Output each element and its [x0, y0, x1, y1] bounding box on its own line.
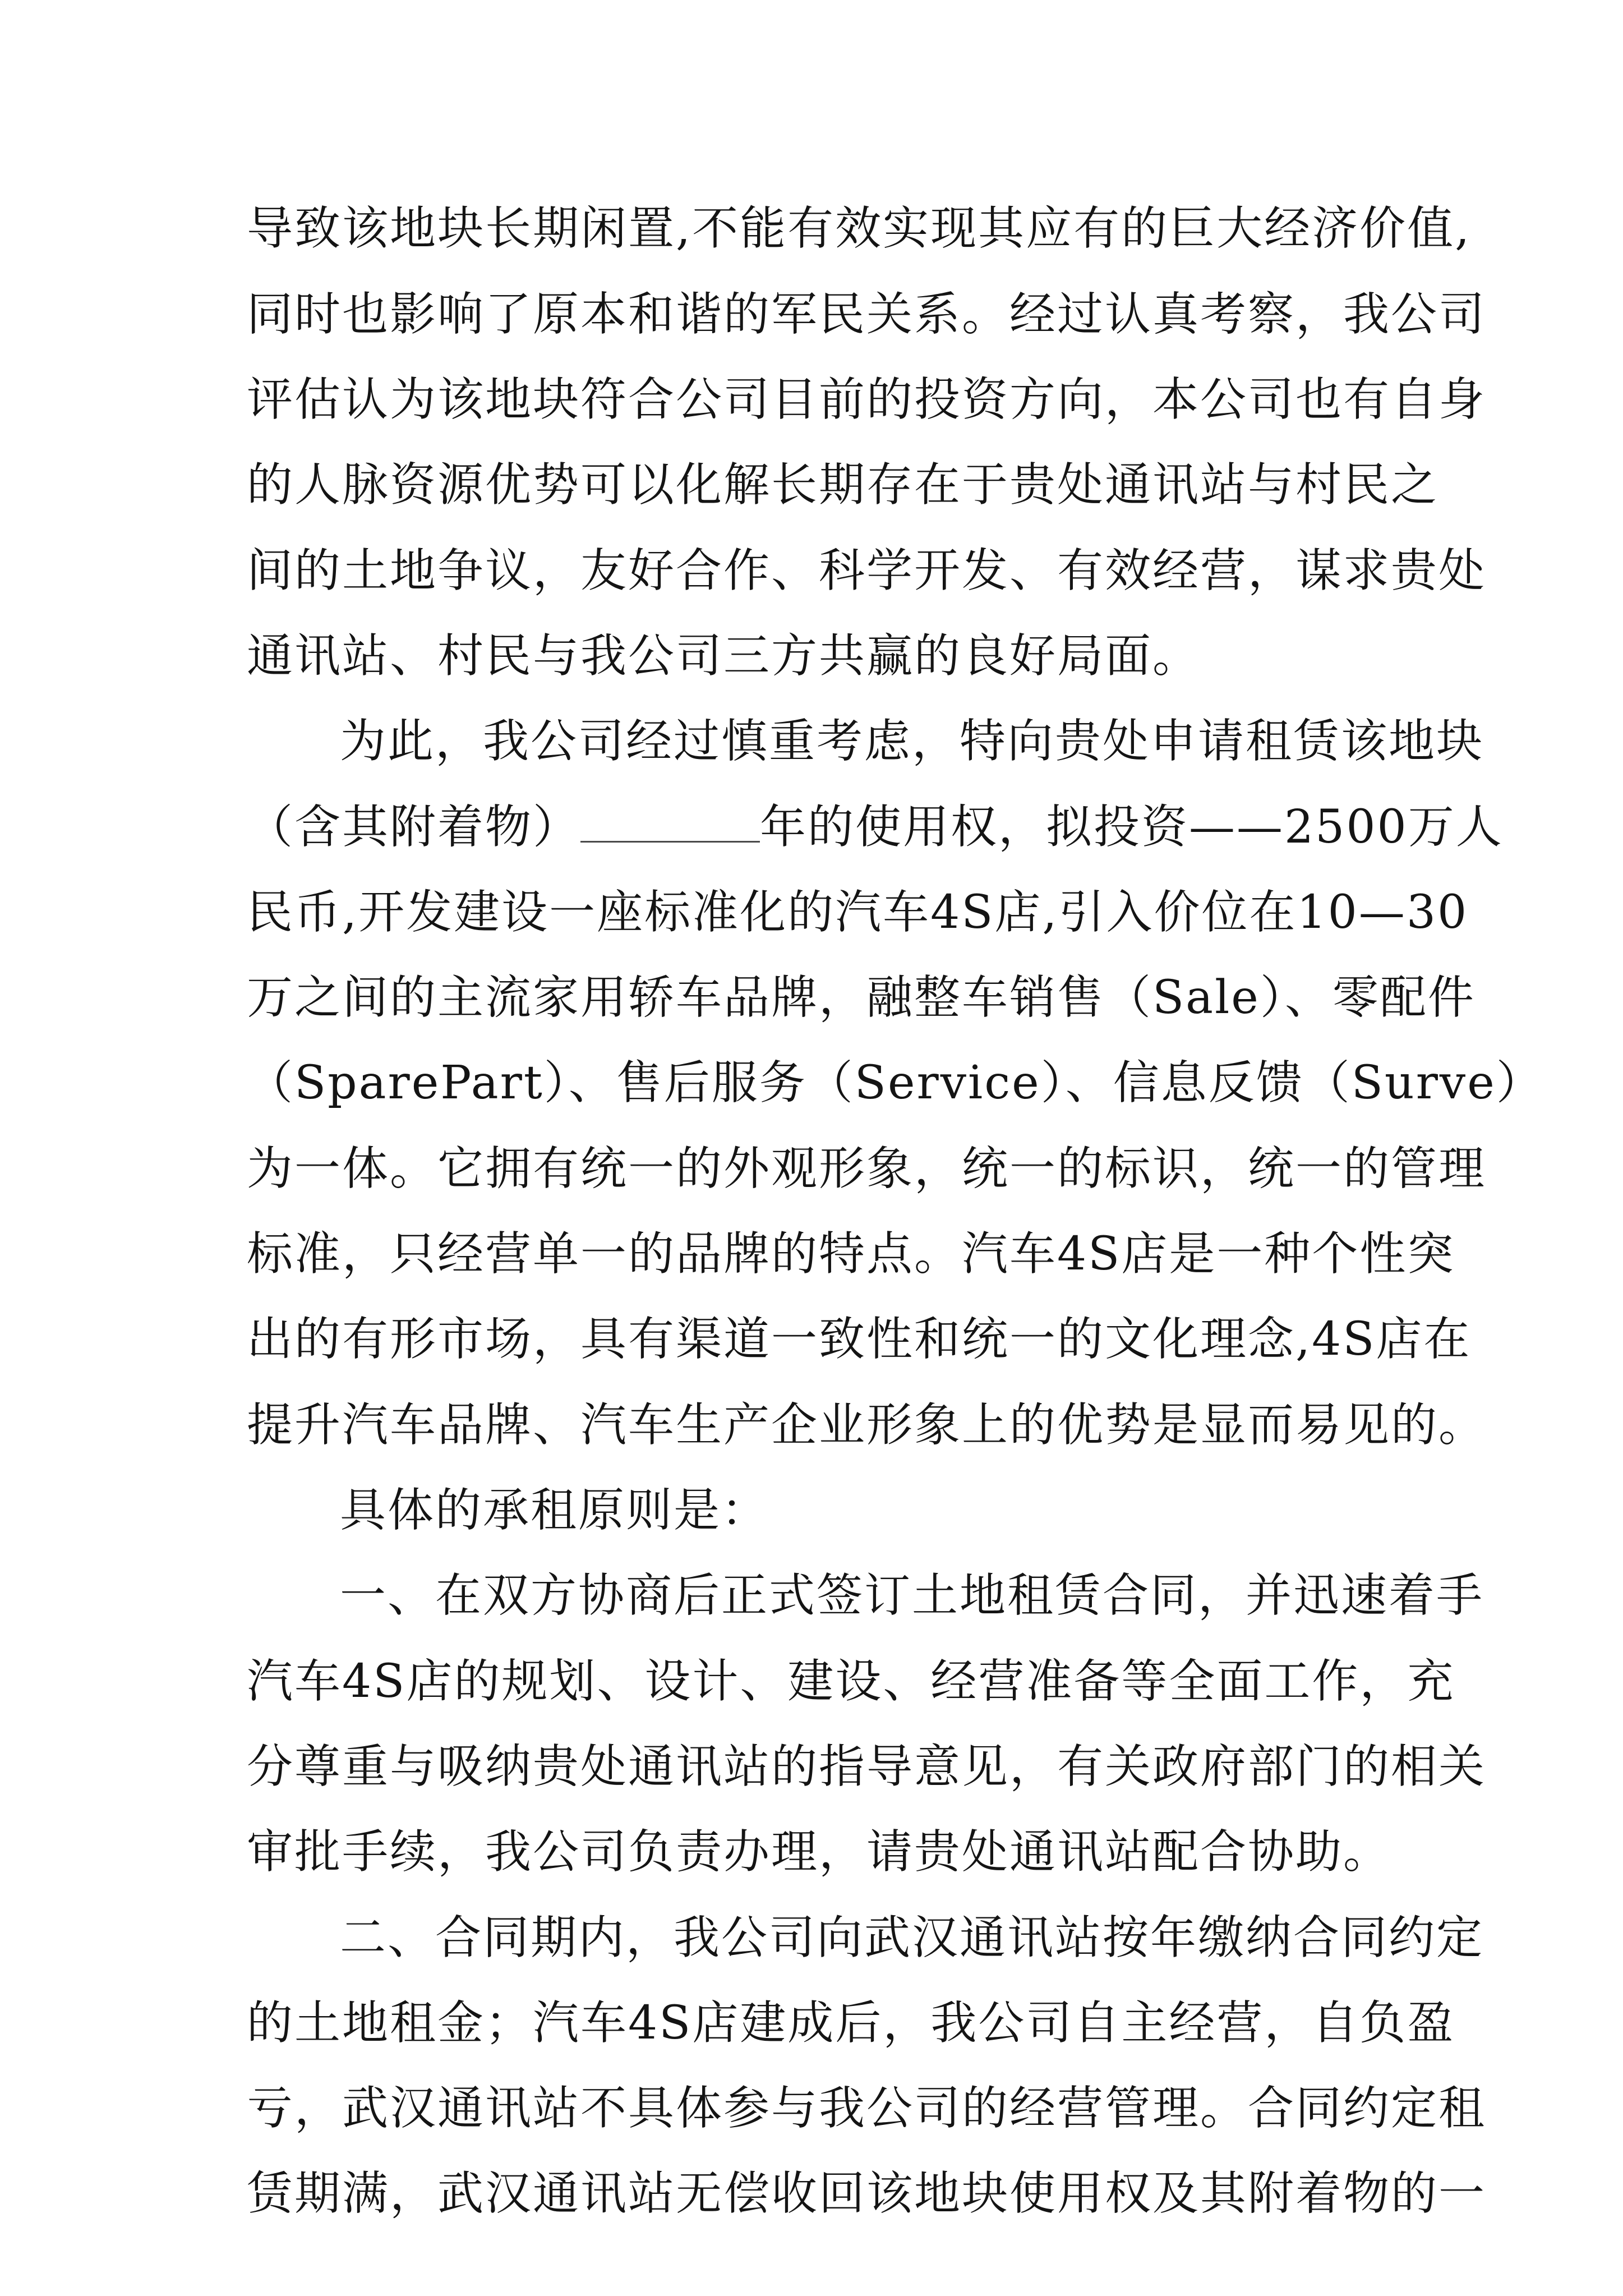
paragraph-start-line: 具体的承租原则是： [340, 1484, 769, 1537]
text-line: （SparePart）、售后服务（Service）、信息反馈（Surve） [247, 1056, 1544, 1110]
text-line: 评估认为该地块符合公司目前的投资方向，本公司也有自身 [247, 373, 1487, 426]
text-line: 民币,开发建设一座标准化的汽车4S店,引入价位在10—30 [247, 886, 1469, 939]
paragraph-start-line: 二、合同期内，我公司向武汉通讯站按年缴纳合同约定 [340, 1911, 1484, 1964]
text-line: 的人脉资源优势可以化解长期存在于贵处通讯站与村民之 [247, 458, 1439, 512]
text-line: 标准，只经营单一的品牌的特点。汽车4S店是一种个性突 [247, 1227, 1455, 1281]
text-line: 审批手续，我公司负责办理，请贵处通讯站配合协助。 [247, 1825, 1391, 1879]
text-segment: （含其附着物） [247, 800, 581, 854]
text-line: 通讯站、村民与我公司三方共赢的良好局面。 [247, 629, 1201, 683]
text-line: 同时也影响了原本和谐的军民关系。经过认真考察，我公司 [247, 288, 1487, 341]
text-line: 间的土地争议，友好合作、科学开发、有效经营，谋求贵处 [247, 544, 1487, 597]
text-line: 出的有形市场，具有渠道一致性和统一的文化理念,4S店在 [247, 1313, 1472, 1366]
text-line: 的土地租金；汽车4S店建成后，我公司自主经营，自负盈 [247, 1996, 1455, 2050]
text-line: 导致该地块长期闲置,不能有效实现其应有的巨大经济价值, [247, 202, 1472, 255]
text-line: 为一体。它拥有统一的外观形象，统一的标识，统一的管理 [247, 1142, 1487, 1195]
text-line: 亏，武汉通讯站不具体参与我公司的经营管理。合同约定租 [247, 2082, 1487, 2135]
text-line-with-blank [247, 785, 1504, 869]
text-line: 汽车4S店的规划、设计、建设、经营准备等全面工作，充 [247, 1655, 1455, 1708]
text-line: 万之间的主流家用轿车品牌，融整车销售（Sale）、零配件 [247, 971, 1476, 1024]
text-line: 分尊重与吸纳贵处通讯站的指导意见，有关政府部门的相关 [247, 1740, 1487, 1793]
text-line: 赁期满，武汉通讯站无偿收回该地块使用权及其附着物的一 [247, 2167, 1487, 2220]
paragraph-start-line: 一、在双方协商后正式签订土地租赁合同，并迅速着手 [340, 1569, 1484, 1622]
fill-in-blank [580, 790, 760, 843]
text-segment: 年的使用权，拟投资——2500万人 [760, 800, 1504, 854]
text-line: 提升汽车品牌、汽车生产企业形象上的优势是显而易见的。 [247, 1398, 1487, 1452]
paragraph-start-line: 为此，我公司经过慎重考虑，特向贵处申请租赁该地块 [340, 715, 1484, 768]
